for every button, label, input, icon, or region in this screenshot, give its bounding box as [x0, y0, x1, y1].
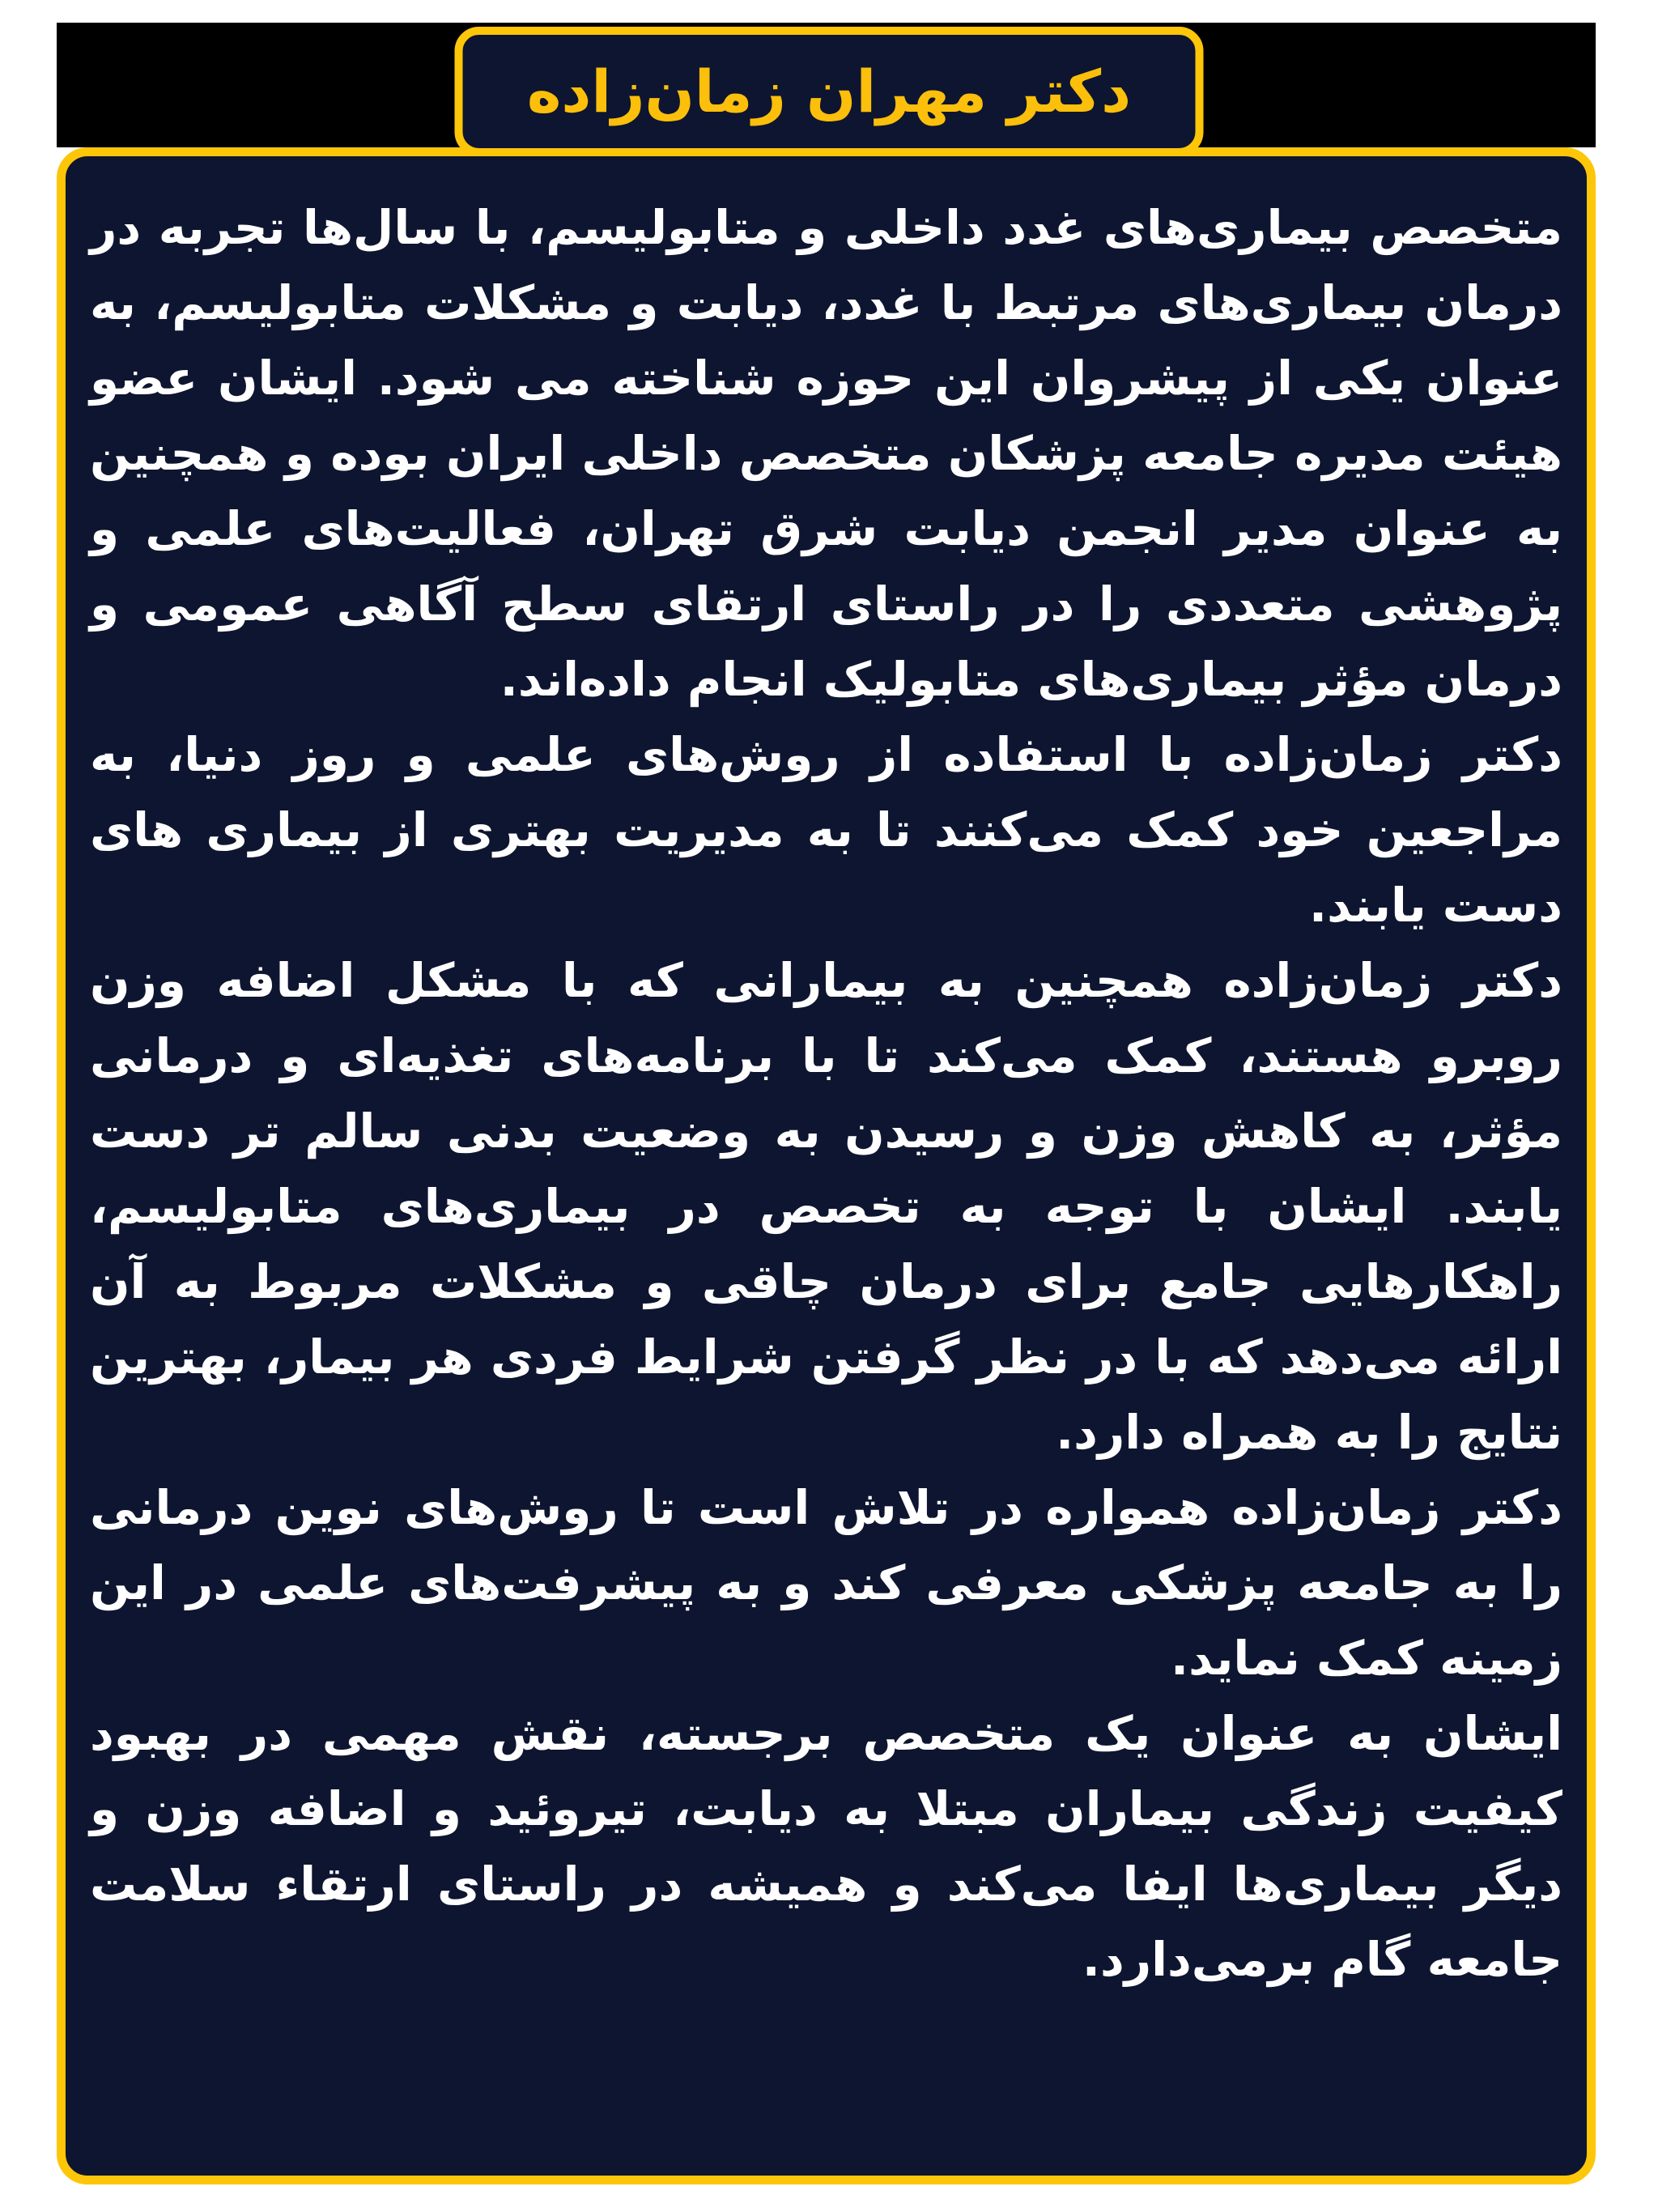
bio-paragraph: دکتر زمان‌زاده همچنین به بیمارانی که با مشکل اضافه وزن روبرو هستند، کمک می‌کند تا با برنامه‌های تغذیه‌ای و درمانی مؤثر، به کاهش وزن و رسیدن به وضعیت بدنی سالم تر دست یابند. ایشان با توجه به تخصص در بیماری‌های متابولیسم، راهکارهایی جامع برای درمان چاقی و مشکلات مربوط به آن ارائه می‌دهد که با در نظر گرفتن شرایط فردی هر بیمار، بهترین نتایج را به همراه دارد. — [90, 953, 1562, 1460]
doctor-name-title: دکتر مهران زمان‌زاده — [526, 57, 1132, 125]
bio-paragraph: ایشان به عنوان یک متخصص برجسته، نقش مهمی در بهبود کیفیت زندگی بیماران مبتلا به دیابت، تیروئید و اضافه وزن و دیگر بیماری‌ها ایفا می‌کند و همیشه در راستای ارتقاء سلامت جامعه گام برمی‌دارد. — [90, 1706, 1562, 1987]
bio-paragraph: دکتر زمان‌زاده همواره در تلاش است تا روش‌های نوین درمانی را به جامعه پزشکی معرفی کند و به پیشرفت‌های علمی در این زمینه کمک نماید. — [90, 1480, 1562, 1686]
bio-text — [66, 156, 1587, 2176]
bio-paragraph: دکتر زمان‌زاده با استفاده از روش‌های علمی و روز دنیا، به مراجعین خود کمک می‌کنند تا به مدیریت بهتری از بیماری های دست یابند. — [90, 727, 1562, 933]
bio-paragraph: متخصص بیماری‌های غدد داخلی و متابولیسم، با سال‌ها تجربه در درمان بیماری‌های مرتبط با غدد، دیابت و مشکلات متابولیسم، به عنوان یکی از پیشروان این حوزه شناخته می شود. ایشان عضو هیئت مدیره جامعه پزشکان متخصص داخلی ایران بوده و همچنین به عنوان مدیر انجمن دیابت شرق تهران، فعالیت‌های علمی و پژوهشی متعددی را در راستای ارتقای سطح آگاهی عمومی و درمان مؤثر بیماری‌های متابولیک انجام داده‌اند. — [90, 200, 1562, 707]
doctor-name-banner — [455, 27, 1204, 156]
